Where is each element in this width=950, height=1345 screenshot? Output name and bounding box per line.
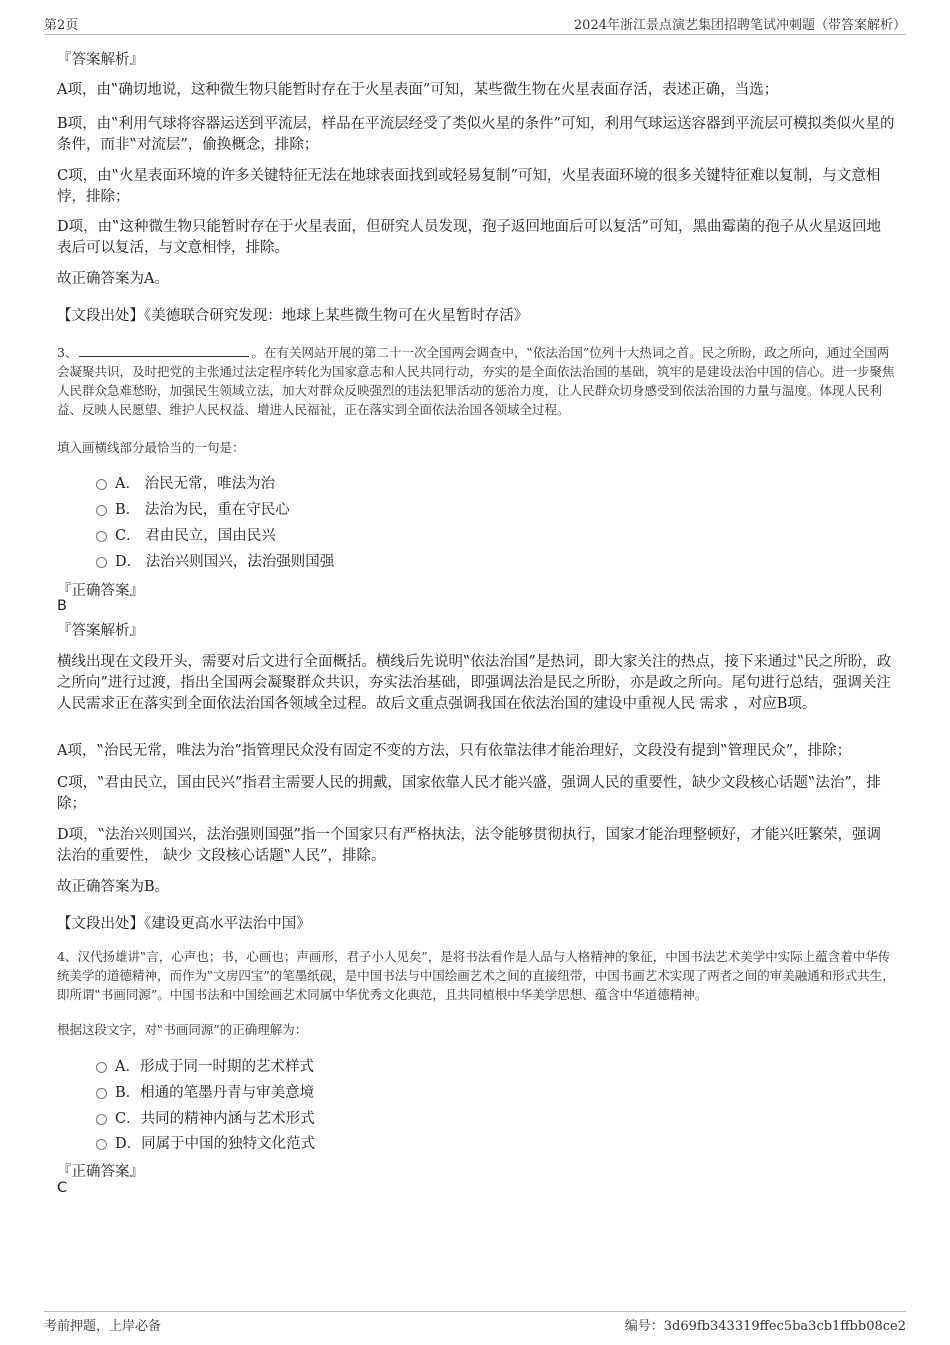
question-4-stem: 4、汉代扬雄讲‟言，心声也；书，心画也；声画形，君子小人见矣”，是将书法看作是人品与人格精神的象征，中国书法艺术美学中实际上蕴含着中华传统美学的道德精神，而作为‟文房四宝”的笔墨纸砚，是中国书法与中国绘画艺术之间的直接纽带，中国书画艺术实现了两者之间的审美融通和形式共生，即所谓‟书画同源”。中国书法和中国绘画艺术同属中华优秀文化典范，且共同植根中华美学思想、蕴含中华道德精神。	[57, 949, 895, 1002]
radio-icon[interactable]	[96, 1139, 107, 1150]
analysis-paragraph: D项，‟法治兴则国兴，法治强则国强”指一个国家只有严格执法，法令能够贯彻执行，国家才能治理整顿好，才能兴旺繁荣，强调法治的重要性， 缺少 文段核心话题‟人民”，排除。	[57, 827, 881, 864]
document-id: 编号：3d69fb343319ffec5ba3cb1ffbb08ce2	[624, 1319, 906, 1334]
q4-option-a[interactable]: A．形成于同一时期的艺术样式	[96, 1055, 314, 1076]
q3-option-b[interactable]: B． 法治为民，重在守民心	[96, 498, 290, 519]
correct-answer-label: 『正确答案』	[57, 1164, 144, 1180]
conclusion: 故正确答案为A。	[57, 271, 169, 287]
q3-option-d[interactable]: D． 法治兴则国兴，法治强则国强	[96, 550, 334, 571]
q3-option-a[interactable]: A． 治民无常，唯法为治	[96, 472, 275, 493]
page-number: 第2页	[44, 18, 79, 33]
radio-icon[interactable]	[96, 1088, 107, 1099]
analysis-label: 『答案解析』	[57, 52, 144, 68]
analysis-paragraph: B项，由‟利用气球将容器运送到平流层，样品在平流层经受了类似火星的条件”可知，利用气球运送容器到平流层可模拟类似火星的条件，而非‟对流层”，偷换概念，排除；	[57, 116, 895, 153]
question-3-stem	[57, 343, 897, 419]
conclusion: 故正确答案为B。	[57, 879, 170, 895]
text-source: 【文段出处】《建设更高水平法治中国》	[57, 916, 311, 932]
radio-icon[interactable]	[96, 479, 107, 490]
q4-option-b[interactable]: B．相通的笔墨丹青与审美意境	[96, 1081, 314, 1102]
analysis-paragraph: C项，由‟火星表面环境的许多关键特征无法在地球表面找到或轻易复制”可知，火星表面环境的很多关键特征难以复制，与文意相悖，排除；	[57, 168, 881, 205]
footer-slogan: 考前押题，上岸必备	[44, 1319, 162, 1334]
page-footer	[44, 1311, 906, 1334]
question-prompt: 根据这段文字，对‟书画同源”的正确理解为：	[57, 1022, 308, 1037]
q3-option-c[interactable]: C． 君由民立，国由民兴	[96, 524, 276, 545]
correct-answer: C	[57, 1180, 68, 1196]
analysis-paragraph: A项，由‟确切地说，这种微生物只能暂时存在于火星表面”可知，某些微生物在火星表面存活，表述正确，当选；	[57, 82, 779, 98]
fill-blank	[79, 344, 249, 357]
text-source: 【文段出处】《美德联合研究发现：地球上某些微生物可在火星暂时存活》	[57, 308, 529, 324]
analysis-paragraph: 横线出现在文段开头，需要对后文进行全面概括。横线后先说明‟依法治国”是热词，即大家关注的热点，接下来通过‟民之所盼，政之所向”进行过渡，指出全国两会凝聚群众共识，夯实法治基础，即强调法治是民之所盼，亦是政之所向。尾句进行总结，强调关注人民需求正在落实到全面依法治国各领域全过程。故后文重点强调我国在依法治国的建设中重视人民 需求 ，对应B项。	[57, 654, 892, 712]
document-title: 2024年浙江景点演艺集团招聘笔试冲刺题（带答案解析）	[573, 18, 906, 33]
question-number: 3、	[57, 345, 78, 360]
radio-icon[interactable]	[96, 1114, 107, 1125]
analysis-paragraph: D项，由‟这种微生物只能暂时存在于火星表面，但研究人员发现，孢子返回地面后可以复活”可知，黑曲霉菌的孢子从火星返回地表后可以复活，与文意相悖，排除。	[57, 219, 881, 256]
analysis-paragraph: C项，‟君由民立，国由民兴”指君主需要人民的拥戴，国家依靠人民才能兴盛，强调人民的重要性，缺少文段核心话题‟法治”，排除；	[57, 775, 881, 812]
question-text: 。在有关网站开展的第二十一次全国两会调查中，‟依法治国”位列十大热词之首。民之所盼，政之所向，通过全国两会凝聚共识，及时把党的主张通过法定程序转化为国家意志和人民共同行动，夯实的是全面依法治国的基础，筑牢的是建设法治中国的信心。进一步聚焦人民群众急难愁盼，加强民生领域立法，加大对群众反映强烈的违法犯罪活动的惩治力度，让人民群众切身感受到依法治国的力量与温度。体现人民利益、反映人民愿望、维护人民权益、增进人民福祉，正在落实到全面依法治国各领域全过程。	[57, 345, 895, 417]
analysis-label: 『答案解析』	[57, 623, 144, 639]
analysis-paragraph: A项，‟治民无常，唯法为治”指管理民众没有固定不变的方法，只有依靠法律才能治理好，文段没有提到‟管理民众”，排除；	[57, 743, 852, 759]
radio-icon[interactable]	[96, 531, 107, 542]
q4-option-c[interactable]: C．共同的精神内涵与艺术形式	[96, 1107, 315, 1128]
correct-answer-label: 『正确答案』	[57, 583, 144, 599]
radio-icon[interactable]	[96, 505, 107, 516]
radio-icon[interactable]	[96, 557, 107, 568]
correct-answer: B	[57, 598, 67, 614]
radio-icon[interactable]	[96, 1062, 107, 1073]
q4-option-d[interactable]: D．同属于中国的独特文化范式	[96, 1132, 315, 1153]
page-header	[44, 14, 906, 35]
question-prompt: 填入画横线部分最恰当的一句是：	[57, 440, 245, 455]
